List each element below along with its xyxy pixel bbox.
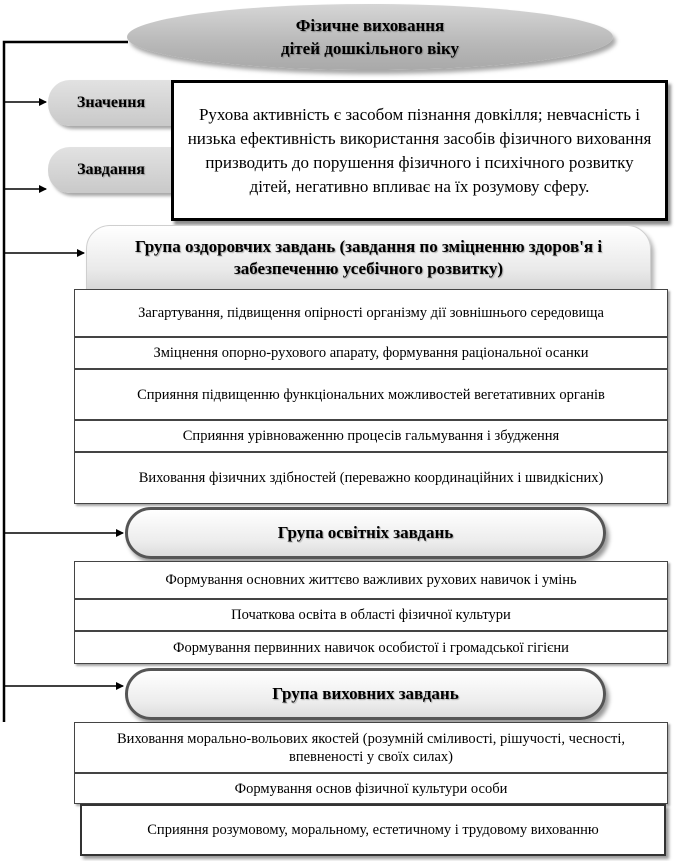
health-item <box>74 452 668 504</box>
upbringing-item <box>74 773 668 804</box>
education-item <box>74 599 668 631</box>
upbringing-item-text: Формування основ фізичної культури особи <box>234 780 508 797</box>
upbringing-item <box>74 722 668 773</box>
health-item-text: Сприяння урівноваженню процесів гальмування і збудження <box>182 428 560 444</box>
health-item-text: Зміцнення опорно-рухового апарату, формування раціональної осанки <box>153 345 589 361</box>
education-item-text: Формування первинних навичок особистої і громадської гігієни <box>173 639 569 656</box>
upbringing-group-header <box>125 668 606 720</box>
tasks-label-text: Завдання <box>77 161 145 178</box>
health-item <box>74 289 668 337</box>
health-item-text: Виховання фізичних здібностей (переважно координаційних і швидкісних) <box>138 470 604 486</box>
health-item-text: Сприяння підвищенню функціональних можливостей вегетативних органів <box>137 386 605 403</box>
health-item <box>74 337 668 369</box>
education-item-text: Формування основних життєво важливих рухових навичок і умінь <box>165 572 577 588</box>
education-group-header <box>125 507 606 559</box>
upbringing-item <box>80 804 666 856</box>
education-item <box>74 631 668 664</box>
upbringing-item-text: Сприяння розумовому, моральному, естетичному і трудовому вихованню <box>147 822 599 838</box>
health-item <box>74 420 668 452</box>
health-item <box>74 369 668 420</box>
health-group-header <box>86 225 651 291</box>
meaning-description-text: Рухова активність є засобом пізнання довкілля; невчасність і низька ефективність використання засобів фізичного виховання призводить до порушення фізичного і психічного розвитку дітей, негативно впливає на їх розумову сферу. <box>187 104 652 196</box>
upbringing-item-text: Виховання морально-вольових якостей (розумній сміливості, рішучості, чесності, впевненості у своїх силах) <box>117 730 625 765</box>
health-item-text: Загартування, підвищення опірності організму дії зовнішнього середовища <box>138 305 604 321</box>
title-text: Фізичне виховання дітей дошкільного віку <box>280 16 460 58</box>
education-item <box>74 561 668 599</box>
tasks-label <box>48 147 174 193</box>
health-group-title: Група оздоровчих завдань (завдання по зміцненню здоров'я і забезпеченню усебічного розвитку) <box>134 237 603 278</box>
meaning-label <box>48 80 174 126</box>
upbringing-group-title: Група виховних завдань <box>272 684 459 703</box>
meaning-label-text: Значення <box>76 94 146 111</box>
education-item-text: Початкова освіта в області фізичної культури <box>231 607 511 623</box>
education-group-title: Група освітніх завдань <box>277 523 454 542</box>
title-node <box>127 4 613 70</box>
meaning-description <box>171 80 668 221</box>
